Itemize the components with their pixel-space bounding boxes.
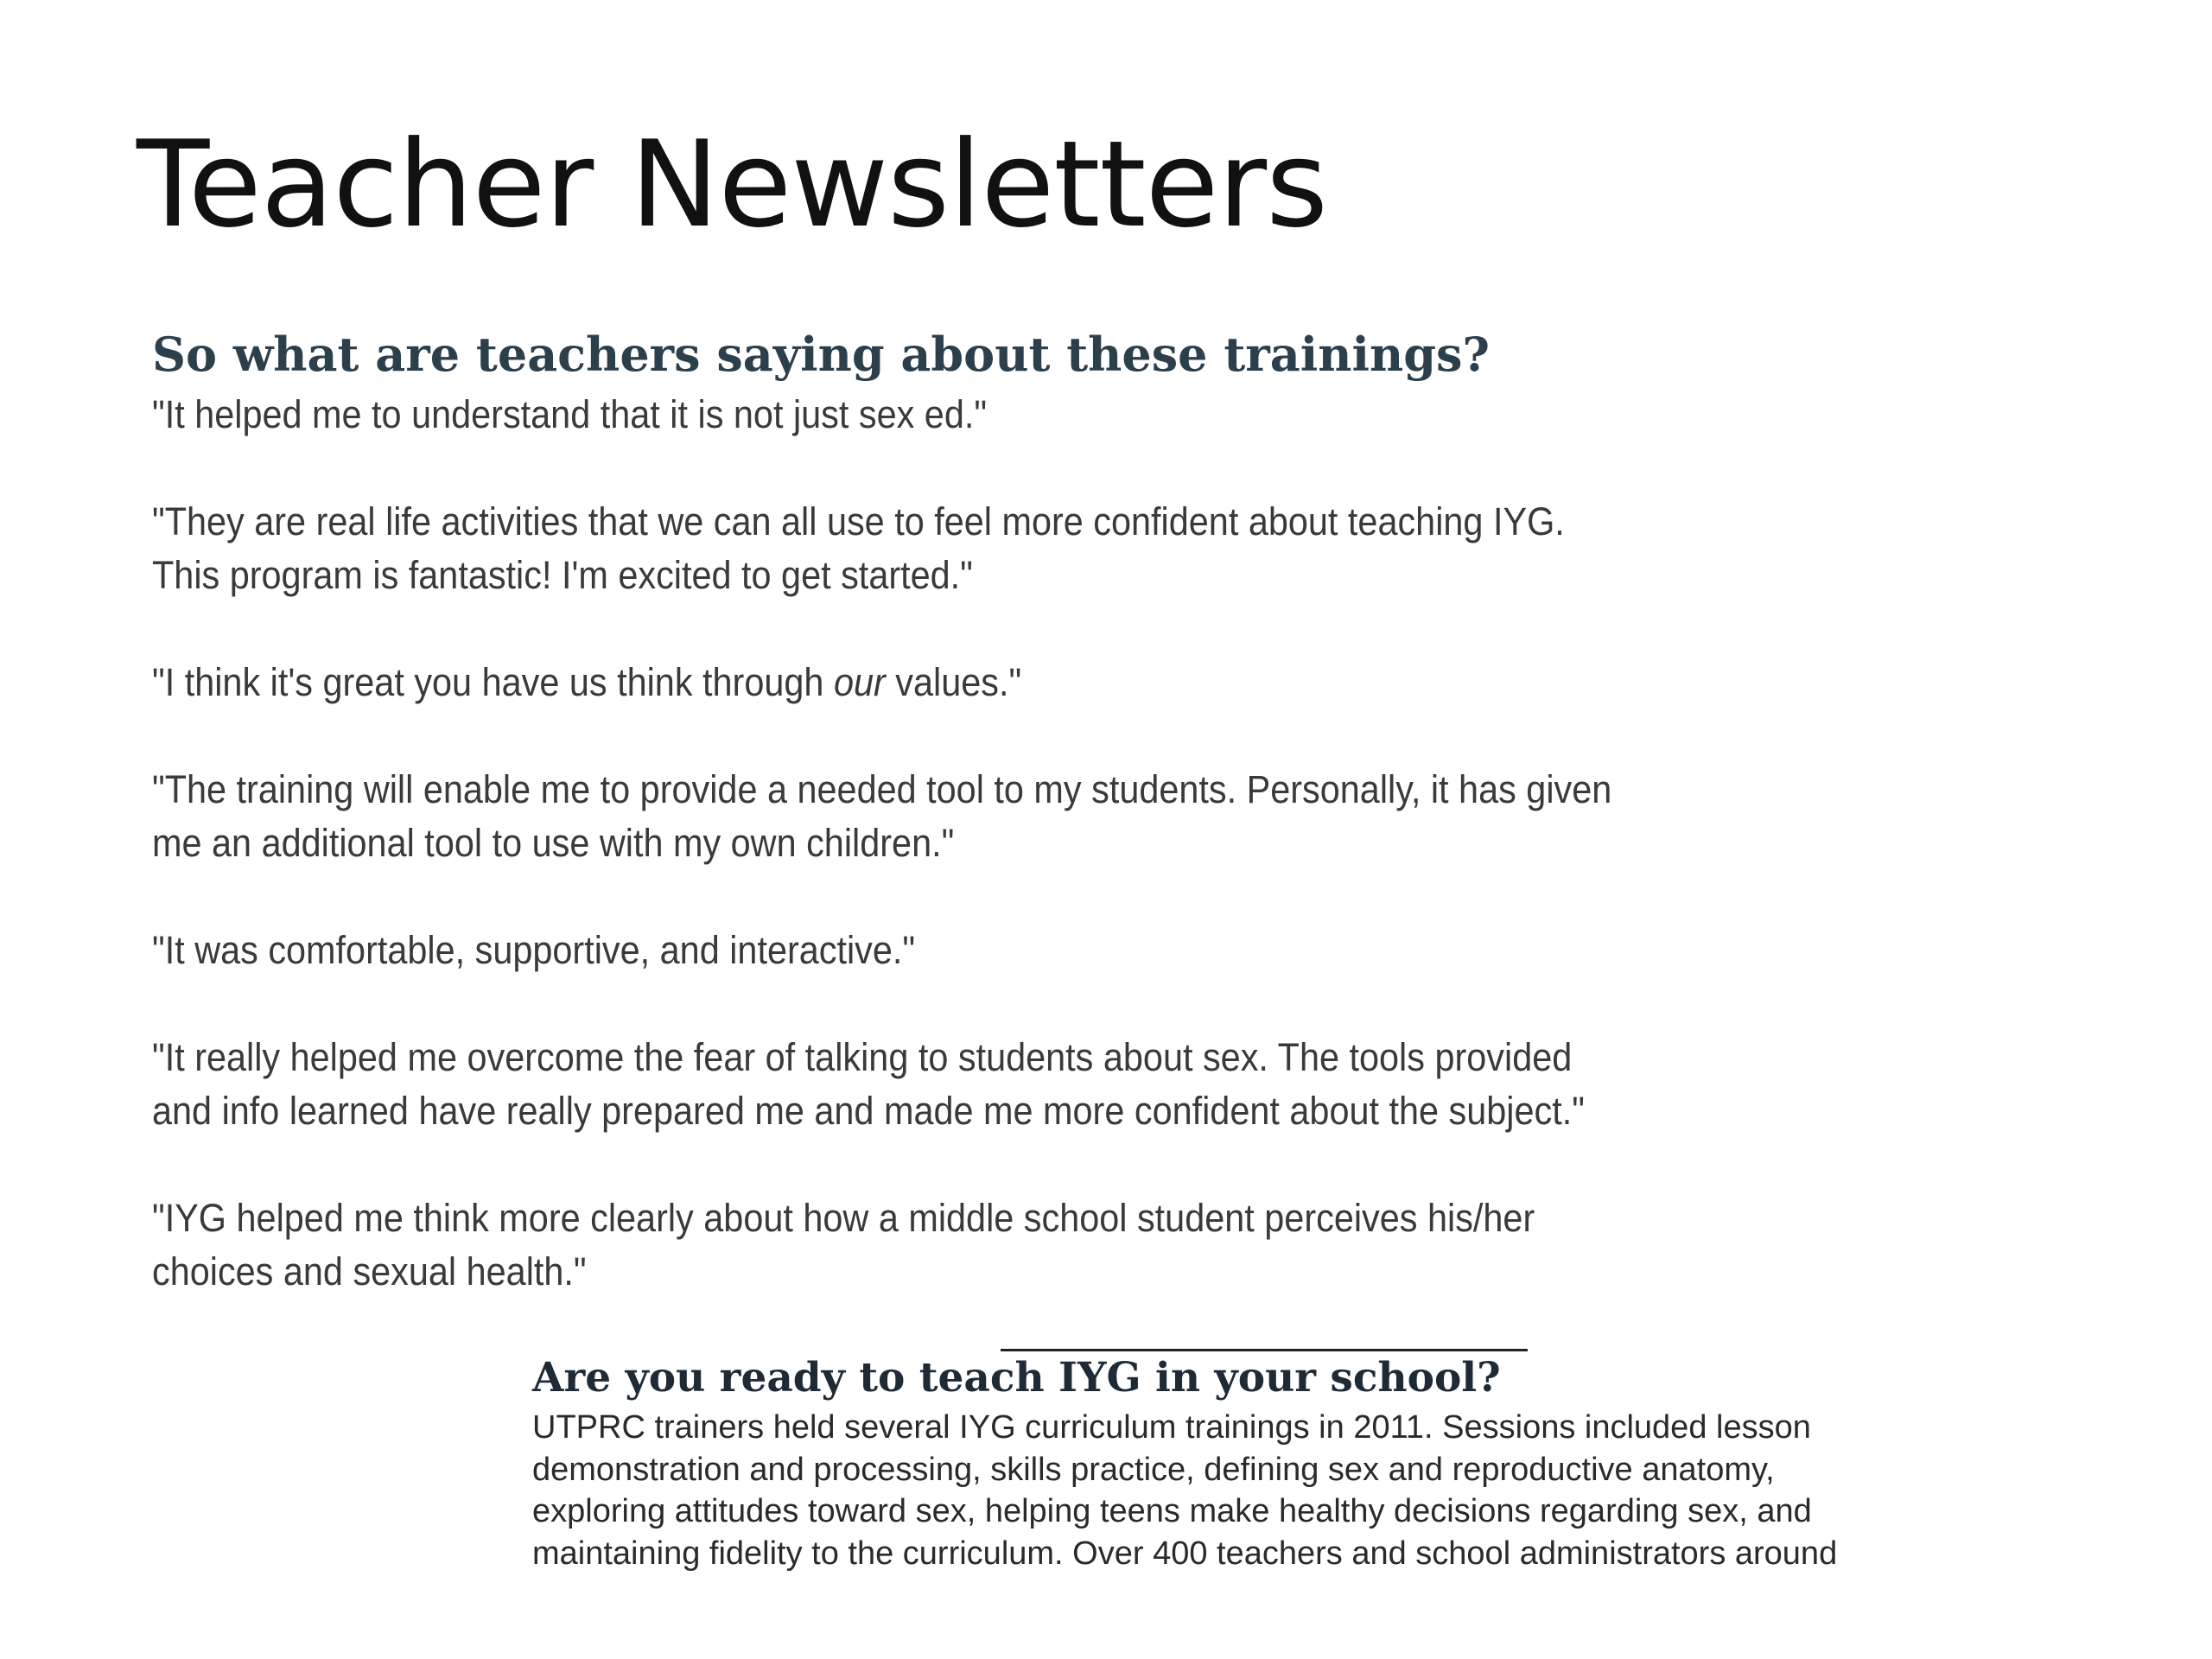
quote-6-line-1: "It really helped me overcome the fear of talking to students about sex. The tools provided xyxy=(152,1034,1573,1079)
quote-3-after: values." xyxy=(885,659,1022,704)
newsletter-clipping-testimonials xyxy=(152,327,1880,1299)
slide-title: Teacher Newsletters xyxy=(137,115,1328,254)
quote-3-emphasis: our xyxy=(833,659,886,704)
readiness-line-2: demonstration and processing, skills practice, defining sex and reproductive anatomy, xyxy=(532,1451,1775,1488)
quote-2 xyxy=(152,495,1742,602)
quote-2-line-1: "They are real life activities that we can all use to feel more confident about teaching IYG. xyxy=(152,499,1565,543)
quote-5-line-1: "It was comfortable, supportive, and interactive." xyxy=(152,927,916,972)
quote-1 xyxy=(152,388,1742,442)
quote-7-line-1: "IYG helped me think more clearly about how a middle school student perceives his/her xyxy=(152,1195,1535,1240)
quote-6-line-2: and info learned have really prepared me and made me more confident about the subject." xyxy=(152,1088,1585,1133)
quote-7 xyxy=(152,1192,1742,1299)
readiness-line-1: UTPRC trainers held several IYG curriculum trainings in 2011. Sessions included lesson xyxy=(532,1409,1811,1446)
newsletter-clipping-readiness xyxy=(532,1350,2088,1574)
quote-2-line-2: This program is fantastic! I'm excited to get started." xyxy=(152,552,973,597)
quote-7-line-2: choices and sexual health." xyxy=(152,1249,587,1294)
quote-3-before: "I think it's great you have us think through xyxy=(152,659,834,704)
quote-5 xyxy=(152,924,1742,977)
readiness-line-4: maintaining fidelity to the curriculum. Over 400 teachers and school administrators around xyxy=(532,1535,1838,1572)
readiness-line-3: exploring attitudes toward sex, helping teens make healthy decisions regarding sex, and xyxy=(532,1493,1812,1529)
quote-1-line-1: "It helped me to understand that it is not just sex ed." xyxy=(152,391,988,436)
testimonials-heading: So what are teachers saying about these trainings? xyxy=(152,327,1491,382)
quote-3 xyxy=(152,656,1742,709)
quote-6 xyxy=(152,1031,1742,1138)
quote-4-line-1: "The training will enable me to provide a needed tool to my students. Personally, it has given xyxy=(152,766,1612,811)
quote-4 xyxy=(152,763,1742,870)
readiness-paragraph xyxy=(532,1407,2088,1574)
quote-4-line-2: me an additional tool to use with my own children." xyxy=(152,820,955,865)
readiness-heading: Are you ready to teach IYG in your school? xyxy=(532,1354,1501,1402)
